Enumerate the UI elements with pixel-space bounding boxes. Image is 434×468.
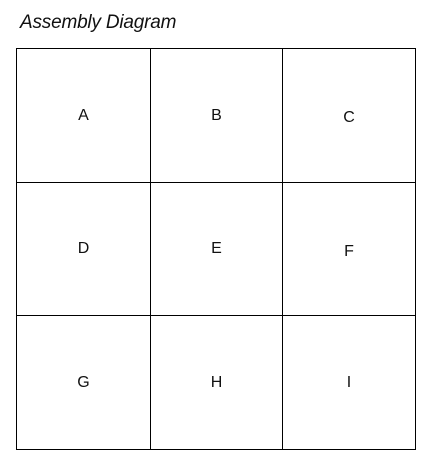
cell-label: C — [343, 109, 355, 127]
cell-label: H — [210, 373, 223, 391]
grid-cell-c — [283, 49, 415, 183]
grid-cell-h — [151, 316, 283, 449]
cell-label: I — [346, 373, 352, 391]
grid-cell-a — [17, 49, 151, 183]
cell-label: A — [78, 106, 89, 124]
grid-cell-i — [283, 316, 415, 449]
cell-label: F — [344, 242, 354, 260]
grid-cell-e — [151, 183, 283, 316]
grid-cell-b — [151, 49, 283, 183]
cell-label: D — [77, 240, 90, 257]
cell-label: B — [211, 106, 222, 124]
grid-cell-g — [17, 316, 151, 449]
assembly-grid — [16, 48, 416, 450]
cell-label: G — [77, 373, 90, 391]
grid-cell-d — [17, 183, 151, 316]
grid-cell-f — [283, 183, 415, 316]
diagram-title: Assembly Diagram — [20, 12, 177, 33]
cell-label: E — [211, 240, 222, 257]
